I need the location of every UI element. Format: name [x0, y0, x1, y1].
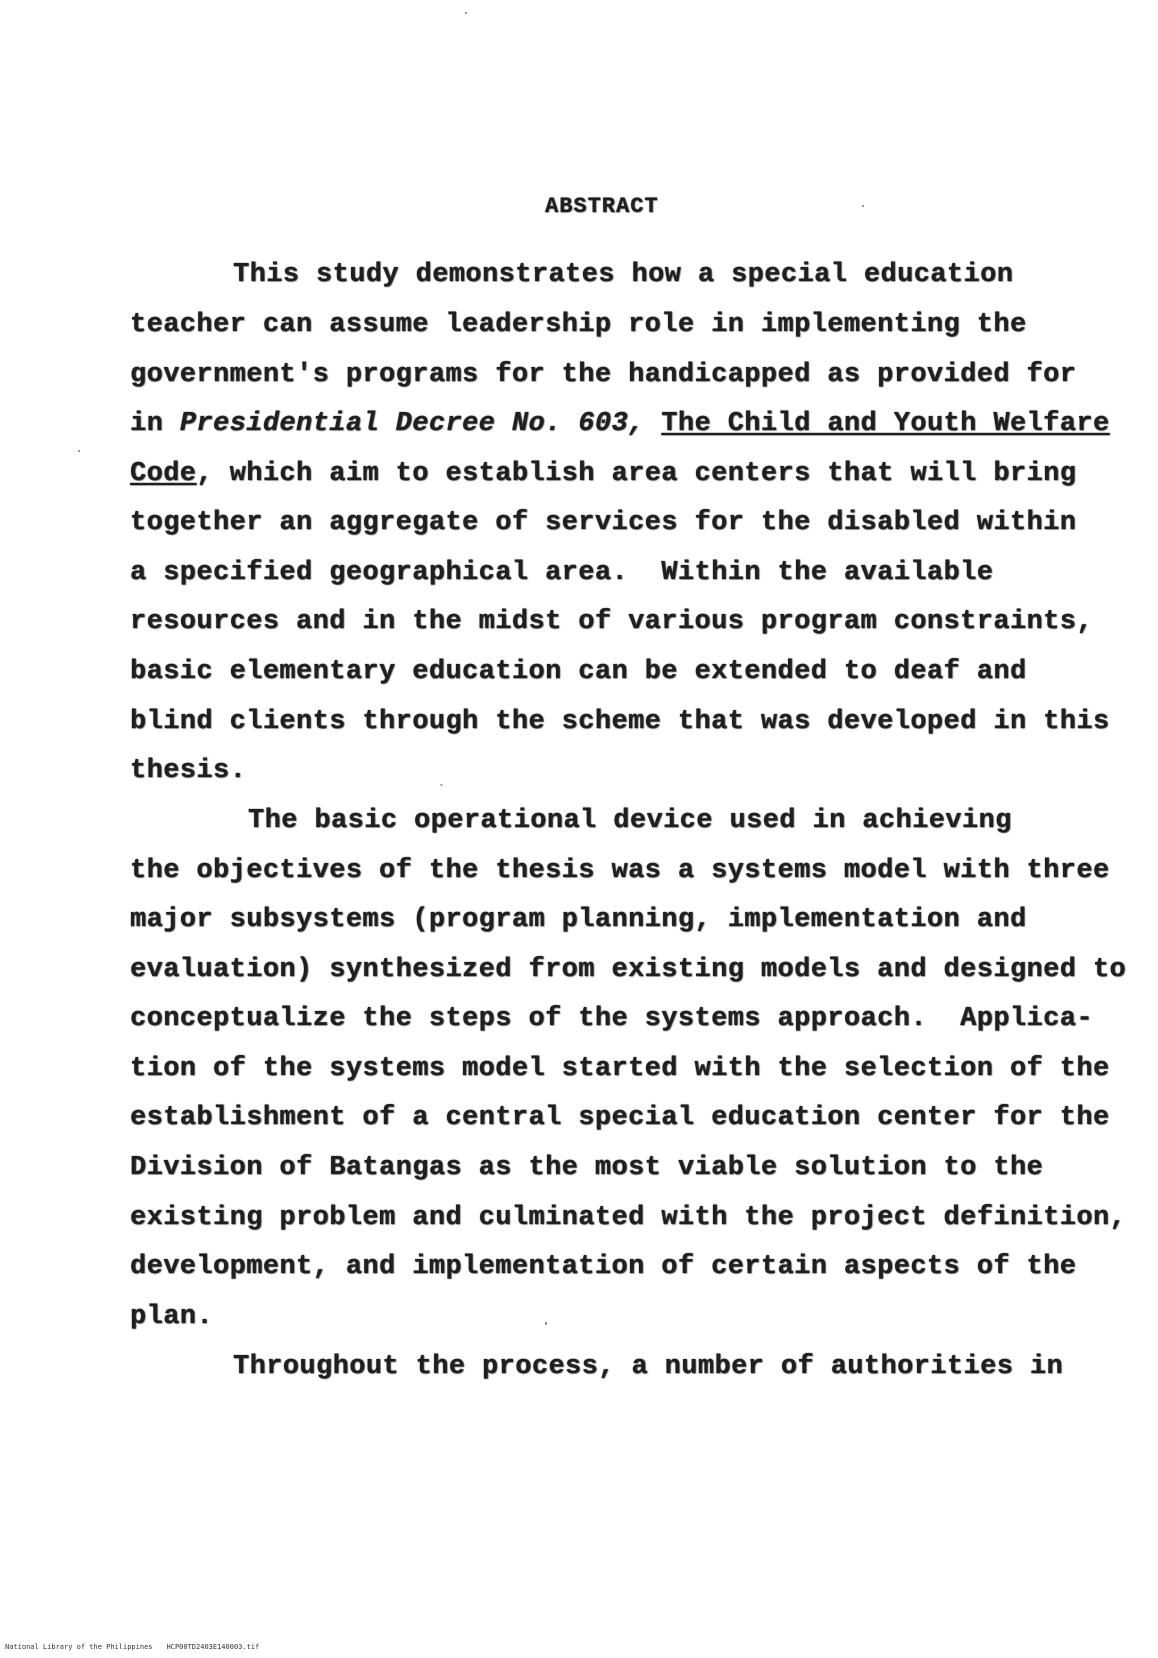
text-line: development, and implementation of certain aspects of the [130, 1252, 1077, 1282]
scan-speck [862, 205, 864, 207]
text-line: existing problem and culminated with the project definition, [130, 1203, 1127, 1233]
text-line: thesis. [130, 756, 247, 786]
text-line: conceptualize the steps of the systems approach. Applica- [130, 1004, 1093, 1034]
text-line: blind clients through the scheme that was developed in this [130, 707, 1110, 737]
text-line: tion of the systems model started with the selection of the [130, 1054, 1110, 1084]
scan-speck [78, 450, 80, 452]
text-line: together an aggregate of services for the disabled within [130, 508, 1077, 538]
text-line: Throughout the process, a number of authorities in [233, 1352, 1064, 1382]
scan-speck [440, 784, 443, 786]
text-line [130, 411, 1110, 438]
text-line: establishment of a central special education center for the [130, 1103, 1110, 1133]
text-line: evaluation) synthesized from existing models and designed to [130, 955, 1127, 985]
text-line: government's programs for the handicapped as provided for [130, 360, 1077, 390]
text-line: resources and in the midst of various program constraints, [130, 607, 1093, 637]
scan-speck [545, 1322, 547, 1325]
text-line: basic elementary education can be extended to deaf and [130, 657, 1027, 687]
text-segment: in [130, 409, 180, 439]
text-line: major subsystems (program planning, implementation and [130, 905, 1027, 935]
file-identifier: HCP00TD2403E140003.tif [166, 1643, 260, 1651]
text-line: This study demonstrates how a special education [233, 260, 1014, 290]
text-line: teacher can assume leadership role in implementing the [130, 310, 1027, 340]
text-line: plan. [130, 1302, 214, 1332]
abstract-title: ABSTRACT [545, 194, 659, 219]
text-line: The basic operational device used in achieving [248, 806, 1012, 836]
text-segment: , which aim to establish area centers that will bring [196, 459, 1077, 489]
decree-reference: Presidential Decree No. 603, [179, 409, 662, 439]
text-line [130, 461, 1076, 488]
underlined-title: The Child and Youth Welfare [661, 409, 1110, 439]
text-line: a specified geographical area. Within the available [130, 558, 994, 588]
text-line: the objectives of the thesis was a systems model with three [130, 856, 1110, 886]
library-credit: National Library of the Philippines [5, 1643, 153, 1651]
underlined-title: Code [130, 459, 197, 489]
text-line: Division of Batangas as the most viable solution to the [130, 1153, 1044, 1183]
scan-speck [465, 12, 467, 14]
scan-footer [5, 1643, 273, 1651]
